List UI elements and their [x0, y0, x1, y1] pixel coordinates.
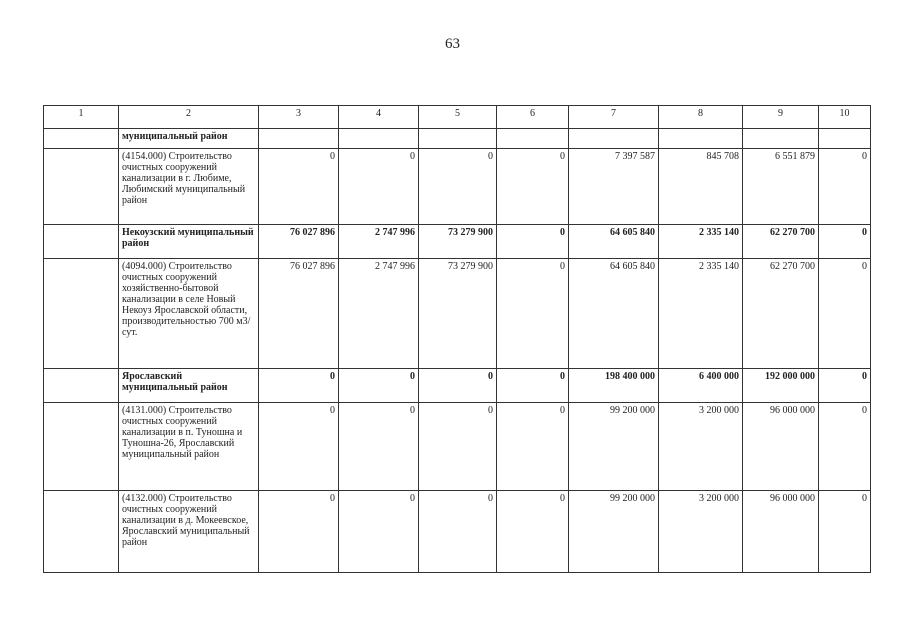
table-cell: 0: [419, 149, 497, 225]
table-row: [44, 491, 871, 573]
table-cell: [44, 225, 119, 259]
table-cell: 0: [419, 491, 497, 573]
table-cell: 0: [497, 369, 569, 403]
table-cell: 6 551 879: [743, 149, 819, 225]
table-cell: 0: [819, 149, 871, 225]
table-cell: 0: [819, 403, 871, 491]
table-cell: 62 270 700: [743, 259, 819, 369]
table-cell: [419, 129, 497, 149]
table-row: [44, 129, 871, 149]
column-header: 3: [259, 106, 339, 129]
table-cell: [819, 129, 871, 149]
table-cell: 0: [259, 403, 339, 491]
column-header: 2: [119, 106, 259, 129]
column-header: 7: [569, 106, 659, 129]
table-cell: 2 335 140: [659, 225, 743, 259]
table-cell: 3 200 000: [659, 491, 743, 573]
table-cell: [497, 129, 569, 149]
table-cell: 73 279 900: [419, 259, 497, 369]
table-cell: [339, 129, 419, 149]
table-cell: [44, 149, 119, 225]
table-cell: [743, 129, 819, 149]
budget-table: [43, 105, 871, 573]
table-cell: (4132.000) Строительство очистных сооружений канализации в д. Мокеевское, Ярославский муниципальный район: [119, 491, 259, 573]
table-cell: 0: [819, 225, 871, 259]
table-cell: Ярославский муниципальный район: [119, 369, 259, 403]
table-cell: 6 400 000: [659, 369, 743, 403]
column-header: 6: [497, 106, 569, 129]
table-cell: 76 027 896: [259, 225, 339, 259]
table-cell: Некоузский муниципальный район: [119, 225, 259, 259]
column-header: 1: [44, 106, 119, 129]
table-row: [44, 369, 871, 403]
table-cell: 99 200 000: [569, 491, 659, 573]
table-cell: 0: [497, 225, 569, 259]
table-cell: 73 279 900: [419, 225, 497, 259]
column-header: 10: [819, 106, 871, 129]
table-cell: (4094.000) Строительство очистных сооружений хозяйственно-бытовой канализации в селе Новый Некоуз Ярославской области, производительностью 700 м3/сут.: [119, 259, 259, 369]
table-cell: [569, 129, 659, 149]
table-cell: 0: [819, 369, 871, 403]
table-cell: 64 605 840: [569, 259, 659, 369]
table-row: [44, 225, 871, 259]
table-cell: [44, 491, 119, 573]
table-cell: (4131.000) Строительство очистных сооружений канализации в п. Туношна и Туношна-26, Ярославский муниципальный район: [119, 403, 259, 491]
table-cell: 96 000 000: [743, 403, 819, 491]
column-header: 8: [659, 106, 743, 129]
table-cell: 96 000 000: [743, 491, 819, 573]
table-cell: 7 397 587: [569, 149, 659, 225]
table-cell: 0: [339, 491, 419, 573]
table-header-row: [44, 106, 871, 129]
table-cell: (4154.000) Строительство очистных сооружений канализации в г. Любиме, Любимский муниципальный район: [119, 149, 259, 225]
table-cell: 0: [259, 369, 339, 403]
table-cell: 2 747 996: [339, 259, 419, 369]
table-cell: 2 335 140: [659, 259, 743, 369]
table-cell: 0: [419, 403, 497, 491]
table-cell: 2 747 996: [339, 225, 419, 259]
table-cell: [44, 129, 119, 149]
table-cell: 845 708: [659, 149, 743, 225]
table-cell: 0: [497, 491, 569, 573]
table-cell: 0: [339, 369, 419, 403]
table-cell: 0: [819, 491, 871, 573]
table-cell: [44, 259, 119, 369]
column-header: 9: [743, 106, 819, 129]
table-cell: 0: [259, 149, 339, 225]
table-cell: 99 200 000: [569, 403, 659, 491]
table-row: [44, 149, 871, 225]
column-header: 5: [419, 106, 497, 129]
table-cell: 0: [259, 491, 339, 573]
column-header: 4: [339, 106, 419, 129]
table-cell: 0: [419, 369, 497, 403]
table-cell: 198 400 000: [569, 369, 659, 403]
table-cell: 0: [819, 259, 871, 369]
table-cell: 0: [497, 259, 569, 369]
table-cell: 0: [339, 403, 419, 491]
table-cell: 0: [497, 149, 569, 225]
table-cell: [44, 403, 119, 491]
table-row: [44, 403, 871, 491]
table-cell: 64 605 840: [569, 225, 659, 259]
table-cell: [259, 129, 339, 149]
table-cell: [44, 369, 119, 403]
table-cell: 0: [497, 403, 569, 491]
table-cell: 76 027 896: [259, 259, 339, 369]
table-cell: 62 270 700: [743, 225, 819, 259]
table-row: [44, 259, 871, 369]
table-cell: 0: [339, 149, 419, 225]
table-cell: муниципальный район: [119, 129, 259, 149]
table-cell: [659, 129, 743, 149]
page-number: 63: [445, 36, 460, 52]
table-cell: 192 000 000: [743, 369, 819, 403]
table-cell: 3 200 000: [659, 403, 743, 491]
